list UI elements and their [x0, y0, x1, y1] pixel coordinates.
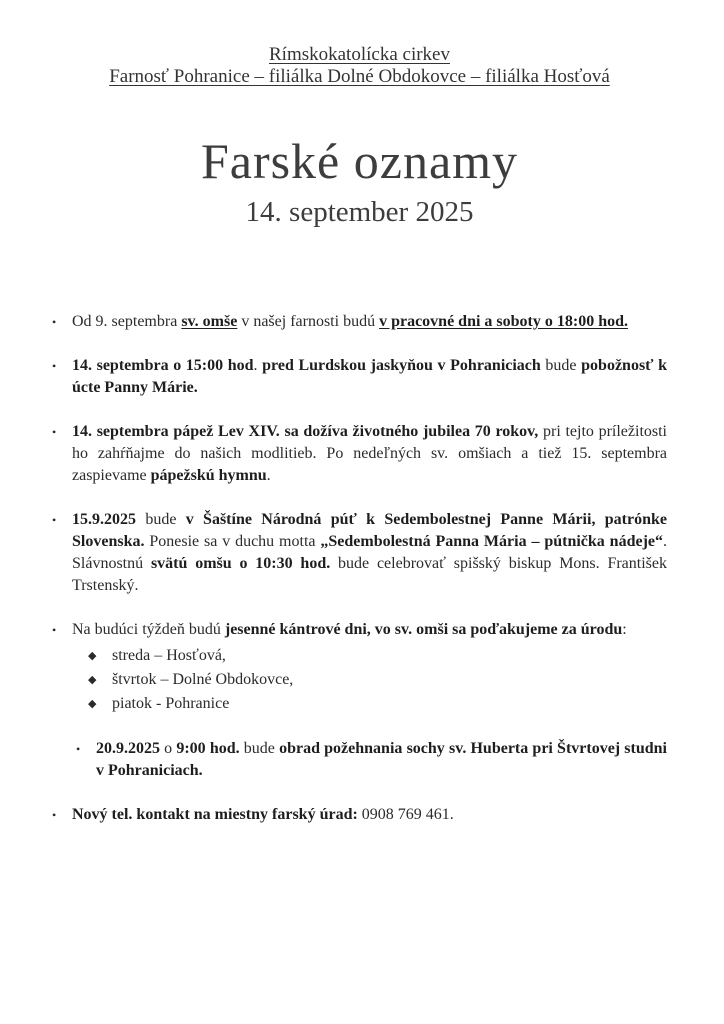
text-run: v pracovné dni a soboty o 18:00 hod.	[379, 312, 628, 330]
document-date: 14. september 2025	[245, 196, 474, 228]
text-run: . Slávnostnú	[72, 532, 667, 572]
announcements-list	[52, 311, 667, 826]
text-run: 14. septembra o 15:00 hod	[72, 356, 254, 374]
diamond-bullet-icon: ◆	[88, 673, 97, 686]
bullet-icon: •	[76, 741, 81, 756]
text-run: bude celebrovať spišský biskup Mons. František Trstenský.	[72, 554, 667, 594]
text-run: 20.9.2025	[96, 739, 160, 757]
text-run: pobožnosť k úcte Panny Márie.	[72, 356, 668, 396]
announcement-text	[96, 738, 667, 782]
header-line-2: Farnosť Pohranice – filiálka Dolné Obdokovce – filiálka Hosťová	[109, 66, 610, 87]
bullet-icon: •	[52, 424, 57, 439]
announcement-item-lourdes-devotion	[52, 355, 667, 399]
text-run: pri tejto príležitosti ho zahŕňajme do našich modlitieb. Po nedeľných sv. omšiach a tiež 15. septembra zaspievame	[72, 422, 667, 484]
document-header	[52, 44, 667, 88]
announcement-text	[72, 619, 667, 716]
announcement-text	[72, 421, 667, 487]
bullet-icon: •	[52, 622, 57, 637]
text-run: bude	[136, 510, 186, 528]
text-run: o	[160, 739, 177, 757]
text-run: 15.9.2025	[72, 510, 136, 528]
announcement-item-phone-contact	[52, 804, 667, 826]
text-run: 9:00 hod.	[176, 739, 240, 757]
text-run: pred Lurdskou jaskyňou v Pohraniciach	[262, 356, 541, 374]
header-line-1: Rímskokatolícka cirkev	[269, 44, 450, 65]
phone-number: 0908 769 461.	[357, 805, 454, 823]
bullet-icon: •	[52, 314, 57, 329]
text-run: štvrtok – Dolné Obdokovce,	[112, 670, 294, 688]
announcement-item-national-pilgrimage	[52, 509, 667, 597]
text-run: obrad požehnania sochy sv. Huberta pri Štvrtovej studni v Pohraniciach.	[96, 739, 667, 779]
document-title: Farské oznamy	[200, 133, 519, 189]
text-run: pápežskú hymnu	[150, 466, 267, 484]
announcement-item-pope-jubilee	[52, 421, 667, 487]
bullet-icon: •	[52, 807, 57, 822]
announcement-item-statue-blessing	[76, 738, 667, 782]
text-run: bude	[540, 356, 582, 374]
text-run: „Sedembolestná Panna Mária – pútnička nádeje“	[320, 532, 663, 550]
diamond-bullet-icon: ◆	[88, 649, 97, 662]
announcement-text	[72, 804, 667, 826]
text-run: v našej farnosti budú	[237, 312, 380, 330]
announcement-item-masses	[52, 311, 667, 333]
sublist-item-thursday	[88, 668, 667, 692]
ember-days-intro	[72, 619, 667, 641]
text-run: Na budúci týždeň budú	[72, 620, 225, 638]
text-run: .	[266, 466, 271, 484]
ember-days-sublist	[72, 644, 667, 716]
text-run: bude	[239, 739, 280, 757]
text-run: jesenné kántrové dni, vo sv. omši sa poďakujeme za úrodu	[224, 620, 623, 638]
text-run: streda – Hosťová,	[112, 646, 226, 664]
text-run: sv. omše	[181, 312, 238, 330]
text-run: Ponesie sa v duchu motta	[144, 532, 321, 550]
text-run: .	[253, 356, 263, 374]
text-run: svätú omšu o 10:30 hod.	[150, 554, 331, 572]
bullet-icon: •	[52, 512, 57, 527]
announcement-text	[72, 355, 667, 399]
bullet-icon: •	[52, 358, 57, 373]
announcement-text	[72, 509, 667, 597]
text-run: 14. septembra pápež Lev XIV. sa dožíva životného jubilea 70 rokov,	[72, 422, 539, 440]
sublist-item-friday	[88, 692, 667, 716]
text-run: Od 9. septembra	[72, 312, 182, 330]
announcement-item-ember-days	[52, 619, 667, 716]
sublist-item-wednesday	[88, 644, 667, 668]
text-run: Nový tel. kontakt na miestny farský úrad:	[72, 805, 358, 823]
text-run: v Šaštíne Národná púť k Sedembolestnej Panne Márii, patrónke Slovenska.	[72, 510, 667, 550]
text-run: :	[622, 620, 627, 638]
announcement-text	[72, 311, 667, 333]
text-run: piatok - Pohranice	[112, 694, 230, 712]
diamond-bullet-icon: ◆	[88, 697, 97, 710]
